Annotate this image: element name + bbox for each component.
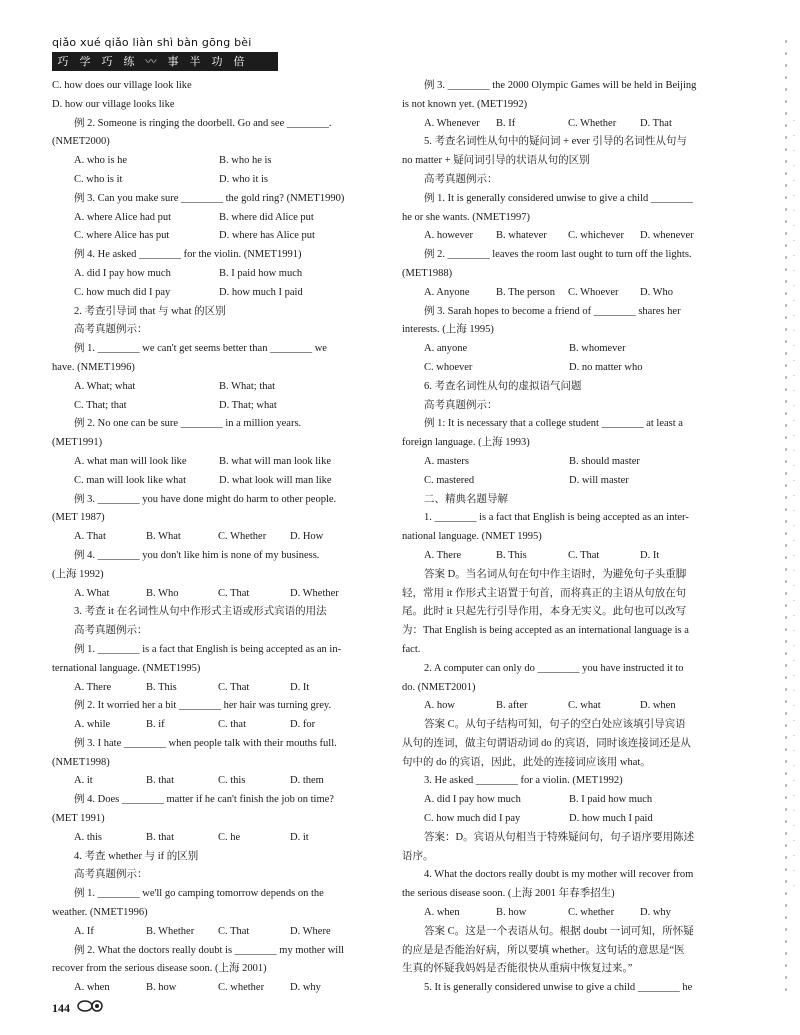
text-line: 例 1. ________ we can't get seems better than ________ we: [74, 343, 327, 355]
text-line: 高考真题例示：: [424, 173, 498, 185]
option: D. what look will man like: [219, 474, 332, 486]
text-line: 例 1. ________ we'll go camping tomorrow depends on the: [74, 888, 324, 900]
header-pinyin: qiǎo xué qiǎo liàn shì bàn gōng bèi: [52, 34, 278, 52]
answer-options: [402, 697, 728, 716]
option: D. Where: [290, 925, 331, 937]
option: A. masters: [424, 455, 469, 467]
text-line: (MET 1987): [52, 512, 105, 524]
answer-options: [52, 716, 380, 735]
answer-options: [52, 265, 380, 284]
option: A. Whenever: [424, 117, 480, 129]
option: B. I paid how much: [219, 267, 303, 279]
answer-options: [52, 378, 380, 397]
option: B. What; that: [219, 380, 276, 392]
text-line: (MET 1991): [52, 813, 105, 825]
answer-options: [52, 829, 380, 848]
answer-options: [402, 340, 728, 359]
text-line: C. how does our village look like: [52, 80, 192, 91]
text-line: 为：That English is being accepted as an international language is a: [402, 625, 689, 637]
option: B. I paid how much: [569, 794, 653, 806]
answer-options: [52, 171, 380, 190]
option: D. who it is: [219, 173, 269, 185]
page-edge-marks: [734, 0, 800, 1035]
option: D. no matter who: [569, 361, 643, 373]
option: B. This: [146, 681, 177, 693]
text-line: 4. What the doctors really doubt is my mother will recover from: [424, 869, 694, 881]
option: D. why: [640, 907, 671, 919]
header-title: 巧 学 巧 练 〰 事 半 功 倍: [52, 52, 278, 71]
text-line: 1. ________ is a fact that English is being accepted as an inter-: [424, 512, 689, 524]
option: A. What: [74, 587, 110, 599]
text-line: 例 2. Someone is ringing the doorbell. Go and see ________.: [74, 117, 332, 129]
text-line: (MET1991): [52, 437, 103, 449]
text-line: 例 3. Sarah hopes to become a friend of ________ shares her: [424, 305, 681, 317]
text-line: D. how our village looks like: [52, 98, 175, 110]
option: D. It: [640, 549, 660, 561]
option: C. That: [218, 587, 250, 599]
option: A. What; what: [74, 380, 136, 392]
page-header: [52, 34, 278, 72]
option: A. anyone: [424, 343, 468, 355]
answer-options: [52, 472, 380, 491]
option: B. should master: [569, 455, 640, 467]
text-line: 例 3. Can you make sure ________ the gold ring? (NMET1990): [74, 192, 345, 204]
answer-options: [52, 152, 380, 171]
text-line: 5. 考查名词性从句中的疑问词 + ever 引导的名词性从句与: [424, 136, 687, 148]
option: B. after: [496, 700, 528, 712]
option: A. while: [74, 719, 111, 731]
option: A. There: [74, 681, 112, 693]
option: C. he: [218, 831, 241, 843]
option: A. when: [74, 982, 110, 994]
option: B. This: [496, 549, 527, 561]
option: B. where did Alice put: [219, 211, 314, 223]
option: D. it: [290, 831, 309, 843]
text-line: is not known yet. (MET1992): [402, 98, 528, 110]
text-line: 例 1. ________ is a fact that English is being accepted as an in-: [74, 643, 342, 655]
option: C. Whoever: [568, 286, 619, 298]
option: B. that: [146, 831, 174, 843]
text-line: 答案 C。从句子结构可知，句子的空白处应该填引导宾语: [424, 719, 686, 731]
text-line: (NMET2000): [52, 136, 110, 148]
answer-options: [402, 453, 728, 472]
option: C. whoever: [424, 361, 473, 373]
answer-options: [52, 772, 380, 791]
option: B. whomever: [569, 343, 626, 355]
text-line: he or she wants. (NMET1997): [402, 211, 531, 223]
option: B. Whether: [146, 925, 195, 937]
option: B. who he is: [219, 155, 272, 167]
text-line: 3. 考查 it 在名词性从句中作形式主语或形式宾语的用法: [74, 606, 327, 618]
option: B. Who: [146, 587, 179, 599]
option: A. did I pay how much: [74, 267, 171, 279]
text-line: 高考真题例示：: [74, 869, 148, 881]
option: D. them: [290, 775, 324, 787]
answer-options: [52, 585, 380, 604]
text-line: 生真的怀疑我妈妈是否能很快从重病中恢复过来。”: [402, 963, 633, 975]
option: B. If: [496, 117, 516, 129]
text-line: 2. A computer can only do ________ you have instructed it to: [424, 662, 684, 674]
option: B. if: [146, 719, 165, 731]
answer-options: [52, 923, 380, 942]
text-line: 高考真题例示：: [424, 399, 498, 411]
option: C. That; that: [74, 399, 127, 411]
text-line: foreign language. (上海 1993): [402, 437, 530, 449]
option: C. whether: [568, 907, 615, 919]
text-line: 答案 C。这是一个表语从句。根据 doubt 一词可知，所怀疑: [424, 925, 694, 937]
option: C. what: [568, 700, 601, 712]
answer-options: [402, 284, 728, 303]
option: D. where has Alice put: [219, 230, 315, 242]
text-line: ternational language. (NMET1995): [52, 662, 201, 674]
text-line: do. (NMET2001): [402, 681, 476, 693]
option: D. That; what: [219, 399, 277, 411]
text-line: 语序。: [402, 850, 434, 862]
option: C. whichever: [568, 230, 624, 242]
option: D. How: [290, 531, 324, 543]
option: C. That: [568, 549, 600, 561]
option: C. how much did I pay: [74, 286, 171, 298]
option: A. Anyone: [424, 286, 470, 298]
left-column: [52, 77, 380, 998]
option: D. Who: [640, 286, 674, 298]
text-line: 的应是是否能治好病，所以要填 whether。这句话的意思是“医: [402, 944, 685, 956]
answer-options: [52, 227, 380, 246]
option: D. will master: [569, 474, 629, 486]
text-line: 高考真题例示：: [74, 324, 148, 336]
option: C. that: [218, 719, 246, 731]
option: C. man will look like what: [74, 474, 186, 486]
text-line: (上海 1992): [52, 568, 104, 580]
option: B. how: [496, 907, 527, 919]
option: A. this: [74, 831, 103, 843]
option: C. how much did I pay: [424, 813, 521, 825]
answer-options: [402, 227, 728, 246]
answer-options: [402, 904, 728, 923]
option: A. how: [424, 700, 455, 712]
text-line: 2. 考查引导词 that 与 what 的区别: [74, 305, 226, 317]
answer-options: [402, 359, 728, 378]
page-number: 144: [52, 1001, 70, 1015]
text-line: 例 3. ________ you have done might do harm to other people.: [74, 493, 337, 505]
option: D. It: [290, 681, 310, 693]
option: A. who is he: [74, 155, 128, 167]
option: D. when: [640, 700, 676, 712]
text-line: 例 2. It worried her a bit ________ her hair was turning grey.: [74, 700, 332, 712]
text-line: 3. He asked ________ for a violin. (MET1992): [424, 775, 623, 787]
text-line: 例 2. What the doctors really doubt is ________ my mother will: [74, 944, 345, 956]
option: B. that: [146, 775, 174, 787]
answer-options: [402, 547, 728, 566]
text-line: (MET1988): [402, 267, 453, 279]
text-line: 轻，常用 it 作形式主语置于句首，而将真正的主语从句放在句: [402, 587, 687, 599]
option: D. how much I paid: [569, 813, 653, 825]
option: B. What: [146, 531, 181, 543]
answer-options: [402, 791, 728, 810]
text-line: 答案：D。宾语从句相当于特殊疑问句，句子语序要用陈述: [424, 831, 695, 843]
option: A. That: [74, 531, 106, 543]
option: A. There: [424, 549, 462, 561]
option: C. That: [218, 681, 250, 693]
option: D. why: [290, 982, 321, 994]
option: C. where Alice has put: [74, 230, 170, 242]
text-line: fact.: [402, 643, 421, 655]
text-line: recover from the serious disease soon. (上海 2001): [52, 963, 267, 975]
text-line: 例 1. It is generally considered unwise to give a child ________: [424, 192, 693, 204]
option: A. what man will look like: [74, 455, 187, 467]
option: A. where Alice had put: [74, 211, 172, 223]
option: C. Whether: [568, 117, 617, 129]
footer-ornament-icon: [76, 996, 106, 1014]
answer-options: [52, 209, 380, 228]
text-line: have. (NMET1996): [52, 361, 135, 373]
answer-options: [52, 284, 380, 303]
answer-options: [402, 115, 728, 134]
text-line: interests. (上海 1995): [402, 324, 494, 336]
text-line: 例 3. ________ the 2000 Olympic Games will be held in Beijing: [424, 80, 697, 91]
option: B. The person: [496, 286, 556, 298]
right-column: [402, 77, 728, 998]
option: D. how much I paid: [219, 286, 303, 298]
option: B. how: [146, 982, 177, 994]
text-line: national language. (NMET 1995): [402, 531, 542, 543]
option: B. whatever: [496, 230, 547, 242]
text-line: 例 1: It is necessary that a college student ________ at least a: [424, 418, 683, 430]
text-line: no matter + 疑问词引导的状语从句的区别: [402, 155, 590, 167]
text-line: 例 4. ________ you don't like him is none of my business.: [74, 549, 320, 561]
text-line: (NMET1998): [52, 756, 110, 768]
option: D. for: [290, 719, 316, 731]
text-line: the serious disease soon. (上海 2001 年春季招生): [402, 888, 615, 900]
text-line: 从句的连词，做主句谓语动词 do 的宾语，同时该连接词还是从: [402, 737, 691, 749]
option: B. what will man look like: [219, 455, 331, 467]
header-swirl-icon: 〰: [145, 55, 157, 68]
text-line: 句中的 do 的宾语，因此，此处的连接词应该用 what。: [402, 756, 651, 768]
text-line: 例 2. ________ leaves the room last ought to turn off the lights.: [424, 249, 692, 261]
text-line: 例 2. No one can be sure ________ in a million years.: [74, 418, 302, 430]
text-line: 例 4. He asked ________ for the violin. (NMET1991): [74, 249, 302, 261]
option: D. Whether: [290, 587, 339, 599]
option: A. when: [424, 907, 460, 919]
option: A. did I pay how much: [424, 794, 521, 806]
option: C. whether: [218, 982, 265, 994]
option: C. mastered: [424, 474, 475, 486]
answer-options: [52, 453, 380, 472]
option: D. That: [640, 117, 672, 129]
answer-options: [52, 679, 380, 698]
text-line: weather. (NMET1996): [52, 907, 148, 919]
text-line: 例 4. Does ________ matter if he can't finish the job on time?: [74, 794, 334, 806]
option: A. it: [74, 775, 93, 787]
option: C. this: [218, 775, 246, 787]
answer-options: [402, 810, 728, 829]
text-line: 4. 考查 whether 与 if 的区别: [74, 850, 199, 862]
text-line: 例 3. I hate ________ when people talk with their mouths full.: [74, 737, 337, 749]
text-line: 高考真题例示：: [74, 625, 148, 637]
option: D. whenever: [640, 230, 694, 242]
option: C. who is it: [74, 173, 123, 185]
option: A. If: [74, 925, 94, 937]
text-line: 5. It is generally considered unwise to give a child ________ he: [424, 982, 693, 994]
answer-options: [402, 472, 728, 491]
answer-options: [52, 397, 380, 416]
option: A. however: [424, 230, 473, 242]
text-line: 6. 考查名词性从句的虚拟语气问题: [424, 380, 582, 392]
answer-options: [52, 528, 380, 547]
option: C. That: [218, 925, 250, 937]
text-line: 二、精典名题导解: [424, 493, 508, 505]
text-line: 答案 D。当名词从句在句中作主语时，为避免句子头重脚: [424, 568, 687, 580]
text-line: 尾。此时 it 只起先行引导作用，本身无实义。此句也可以改写: [402, 606, 687, 618]
option: C. Whether: [218, 531, 267, 543]
